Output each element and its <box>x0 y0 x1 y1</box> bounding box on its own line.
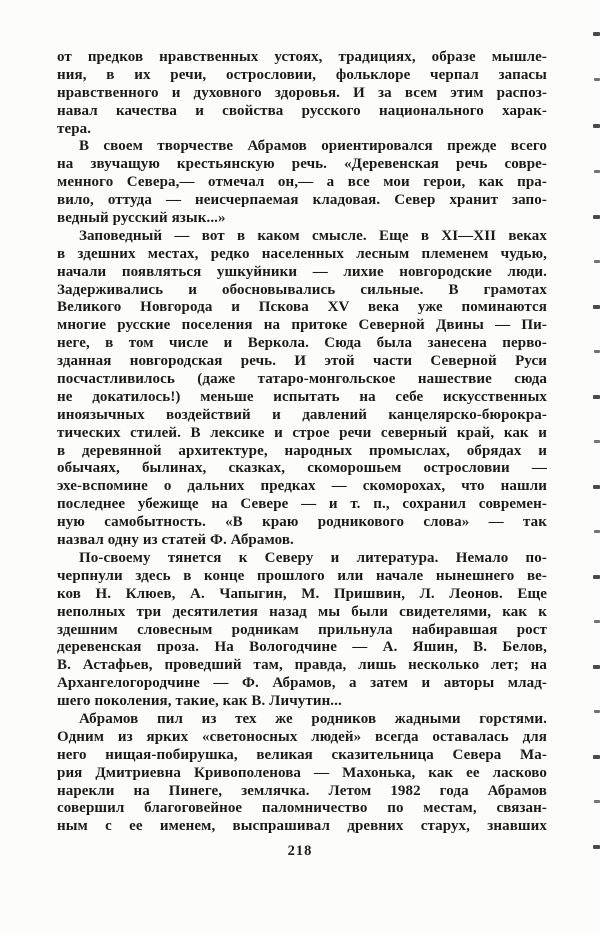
text-line: посчастливилось (даже татаро-монгольское нашествие сюда <box>57 371 547 388</box>
text-line: неге, в том числе и Веркола. Сюда была занесена перво- <box>57 335 547 352</box>
scan-mark <box>593 665 600 669</box>
scan-artifact-marks <box>592 0 600 935</box>
text-line: обычаях, былинах, сказках, скоморошьем острословии — <box>57 460 547 477</box>
scan-mark <box>594 620 600 623</box>
text-line: последнее убежище на Севере — и т. п., сохранил современ- <box>57 496 547 513</box>
paragraph <box>57 228 547 550</box>
text-line: Задерживались и обосновывались сильные. В грамотах <box>57 281 547 298</box>
text-line: начали появляться ушкуйники — лихие новгородские люди. <box>57 263 547 280</box>
text-line: тических стилей. В лексике и строе речи северный край, как и <box>57 424 547 441</box>
text-line: совершил благоговейное паломничество по местам, связан- <box>57 800 547 817</box>
text-line: Заповедный — вот в каком смысле. Еще в XI—XII веках <box>79 227 547 244</box>
scan-mark <box>594 170 600 173</box>
scan-mark <box>593 575 600 579</box>
text-line: В. Астафьев, проведший там, правда, лишь несколько лет; на <box>57 657 547 674</box>
text-line: здешним словесным родникам прильнула набиравшая рост <box>57 621 547 638</box>
text-line: от предков нравственных устоях, традициях, образе мышле- <box>57 49 547 65</box>
scan-mark <box>593 845 600 849</box>
text-line: В своем творчестве Абрамов ориентировался прежде всего <box>79 138 547 155</box>
text-line: ным с ее именем, выспрашивал древних старух, знавших <box>57 818 547 835</box>
scan-mark <box>593 124 600 128</box>
text-line: черпнули здесь в конце прошлого или начале нынешнего ве- <box>57 567 547 584</box>
text-line: По-своему тянется к Северу и литература. Немало по- <box>79 549 547 566</box>
scan-mark <box>594 350 600 353</box>
text-line: менного Севера,— отмечал он,— а все мои герои, как пра- <box>57 174 547 191</box>
scan-mark <box>593 305 600 309</box>
text-line: ния, в их речи, острословии, фольклоре черпал запасы <box>57 66 547 83</box>
text-line: деревенская проза. На Вологодчине — А. Яшин, В. Белов, <box>57 639 547 656</box>
scan-mark <box>594 78 600 81</box>
text-line: ную самобытность. «В краю родникового слова» — так <box>57 514 547 531</box>
text-line: нравственного и духовного здоровья. И за всем этим распоз- <box>57 84 547 101</box>
scan-mark <box>593 395 600 399</box>
body-text <box>57 49 547 836</box>
text-line: Архангелогородчине — Ф. Абрамов, а затем и авторы млад- <box>57 675 547 692</box>
text-line: Великого Новгорода и Пскова XV века уже поминаются <box>57 299 547 316</box>
scan-mark <box>594 260 600 263</box>
text-line: навал качества и свойства русского национального харак- <box>57 102 547 119</box>
scan-mark <box>593 485 600 489</box>
page-number: 218 <box>287 843 313 859</box>
text-line: ков Н. Клюев, А. Чапыгин, М. Пришвин, Л. Леонов. Еще <box>57 585 547 602</box>
scan-mark <box>594 530 600 533</box>
text-line: не докатилось!) меньше испытать на себе искусственных <box>57 388 547 405</box>
text-line: Абрамов пил из тех же родников жадными горстями. <box>79 710 547 727</box>
text-line: шего поколения, такие, как В. Личутин... <box>57 693 342 710</box>
text-line: в деревянной архитектуре, народных промыслах, обрядах и <box>57 442 547 459</box>
text-line: неполных три десятилетия назад мы были свидетелями, как к <box>57 603 547 620</box>
scan-mark <box>594 440 600 443</box>
text-line: многие русские поселения на притоке Северной Двины — Пи- <box>57 317 547 334</box>
text-line: зданная новгородская речь. И этой части Северной Руси <box>57 353 547 370</box>
text-line: ведный русский язык...» <box>57 210 226 227</box>
text-line: него нищая-побирушка, великая сказительница Севера Ма- <box>57 746 547 763</box>
text-line: на звучащую крестьянскую речь. «Деревенская речь совре- <box>57 156 547 173</box>
scan-mark <box>593 755 600 759</box>
text-line: тера. <box>57 120 92 137</box>
text-line: Одним из ярких «светоносных людей» всегда оставалась для <box>57 728 547 745</box>
text-line: вило, оттуда — неисчерпаемая кладовая. Север хранит запо- <box>57 192 547 209</box>
text-line: иноязычных воздействий и давлений канцелярско-бюрокра- <box>57 406 547 423</box>
paragraph <box>57 550 547 711</box>
paragraph <box>57 138 547 227</box>
text-line: в здешних местах, редко населенных лесным племенем чудью, <box>57 245 547 262</box>
paragraph <box>57 49 547 138</box>
text-line: нарекли на Пинеге, землячка. Летом 1982 года Абрамов <box>57 782 547 799</box>
scan-mark <box>594 800 600 803</box>
text-line: эхе-вспомине о дальних предках — скоморохах, что нашли <box>57 478 547 495</box>
paragraph <box>57 711 547 836</box>
scan-mark <box>593 32 600 36</box>
text-line: рия Дмитриевна Кривополенова — Махонька, как ее ласково <box>57 764 547 781</box>
text-line: назвал одну из статей Ф. Абрамов. <box>57 532 294 549</box>
scan-mark <box>593 215 600 219</box>
scan-mark <box>594 710 600 713</box>
